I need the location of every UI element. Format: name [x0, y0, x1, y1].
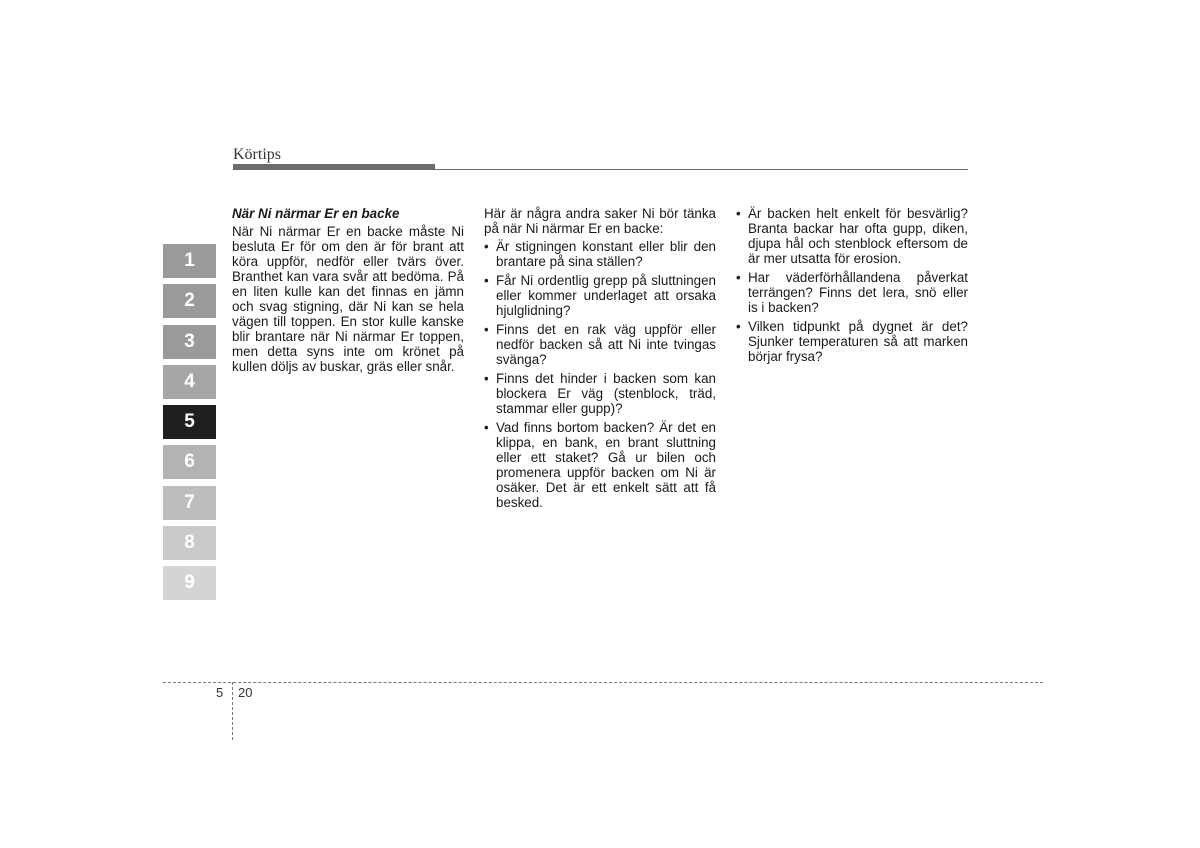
footer-rule	[163, 682, 1043, 683]
text-column-2	[484, 206, 716, 514]
chapter-tab-5[interactable]: 5	[163, 405, 216, 439]
text-column-3	[736, 206, 968, 368]
chapter-tab-2[interactable]: 2	[163, 284, 216, 318]
list-item: • Har väderförhållandena påverkat terrängen? Finns det lera, snö eller is i backen?	[736, 270, 968, 315]
bullet-list-3	[736, 206, 968, 364]
chapter-tab-4[interactable]: 4	[163, 365, 216, 399]
page-chapter-number: 5	[216, 685, 224, 700]
text-column-1	[232, 206, 464, 374]
page-number: 20	[238, 685, 253, 700]
chapter-tab-7[interactable]: 7	[163, 486, 216, 520]
list-item: • Finns det en rak väg uppför eller nedför backen så att Ni inte tvingas svänga?	[484, 322, 716, 367]
list-item: • Vilken tidpunkt på dygnet är det? Sjunker temperaturen så att marken börjar frysa?	[736, 319, 968, 364]
list-item: • Får Ni ordentlig grepp på sluttningen eller kommer underlaget att orsaka hjulglidning?	[484, 273, 716, 318]
list-item: • Är backen helt enkelt för besvärlig? Branta backar har ofta gupp, diken, djupa hål och stenblock eftersom de är mer utsatta för erosion.	[736, 206, 968, 266]
chapter-tab-8[interactable]: 8	[163, 526, 216, 560]
chapter-tab-3[interactable]: 3	[163, 325, 216, 359]
chapter-tabs	[163, 244, 216, 607]
chapter-tab-1[interactable]: 1	[163, 244, 216, 278]
bullet-list-2	[484, 239, 716, 510]
footer-divider	[232, 682, 233, 740]
chapter-tab-9[interactable]: 9	[163, 566, 216, 600]
body-paragraph: När Ni närmar Er en backe måste Ni besluta Er för om den är för brant att köra uppför, nedför eller tvärs över. Branthet kan vara svår att bedöma. På en liten kulle kan det finnas en jämn och svag stigning, där Ni kan se hela vägen till toppen. En stor kulle kanske blir brantare när Ni närmar Er toppen, men detta syns inte om krönet på kullen döljs av buskar, gräs eller snår.	[232, 224, 464, 374]
list-item: • Vad finns bortom backen? Är det en klippa, en bank, en brant sluttning eller ett staket? Gå ur bilen och promenera uppför backen om Ni är osäker. Det är ett enkelt sätt att få besked.	[484, 420, 716, 510]
header-rule-thin	[435, 169, 968, 170]
chapter-tab-6[interactable]: 6	[163, 445, 216, 479]
list-item: • Är stigningen konstant eller blir den brantare på sina ställen?	[484, 239, 716, 269]
header-rule-thick	[233, 164, 435, 170]
section-heading: När Ni närmar Er en backe	[232, 206, 400, 221]
list-item: • Finns det hinder i backen som kan blockera Er väg (stenblock, träd, stammar eller gupp)?	[484, 371, 716, 416]
header-title: Körtips	[233, 146, 281, 163]
intro-paragraph: Här är några andra saker Ni bör tänka på när Ni närmar Er en backe:	[484, 206, 716, 236]
